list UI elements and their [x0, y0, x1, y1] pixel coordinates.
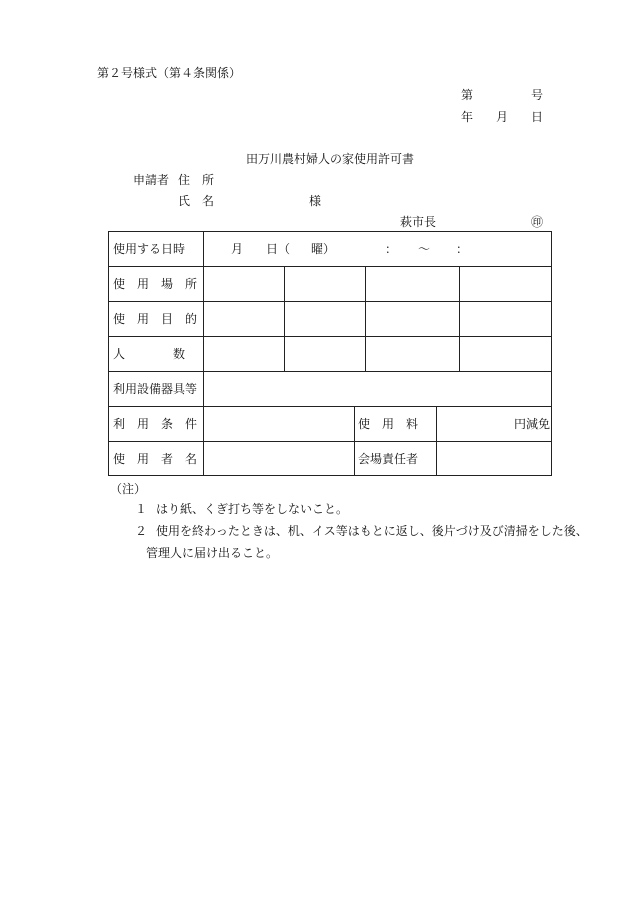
doc-number-go: 号	[531, 88, 544, 102]
issuer-name: 萩市長	[400, 215, 437, 229]
datetime-colon-end: ：	[456, 242, 469, 256]
fee-value: 円減免	[514, 417, 551, 431]
manager-label: 会場責任者	[358, 452, 419, 466]
datetime-tilde: ～	[418, 242, 431, 256]
equipment-label: 利用設備器具等	[113, 382, 198, 396]
note-1-text: はり紙、くぎ打ち等をしないこと。	[156, 502, 349, 516]
document-title: 田万川農村婦人の家使用許可書	[246, 152, 415, 166]
notes-heading: （注）	[110, 482, 147, 496]
user-name-label: 使 用 者 名	[113, 452, 198, 466]
datetime-label: 使用する日時	[113, 242, 186, 256]
headcount-label: 人 数	[113, 347, 186, 361]
purpose-label: 使 用 目 的	[113, 312, 198, 326]
place-label: 使 用 場 所	[113, 277, 198, 291]
name-label: 氏 名	[178, 194, 215, 208]
doc-number-dai: 第	[461, 88, 474, 102]
note-2-text: 使用を終わったときは、机、イス等はもとに返し、後片づけ及び清掃をした後、	[156, 524, 588, 538]
permit-table	[108, 231, 552, 476]
note-2-number: ２	[135, 524, 148, 538]
fee-label: 使 用 料	[358, 417, 419, 431]
date-month: 月	[496, 110, 509, 124]
honorific-sama: 様	[309, 194, 322, 208]
datetime-month: 月	[231, 242, 244, 256]
address-label: 住 所	[178, 173, 215, 187]
note-1-number: １	[135, 502, 148, 516]
form-number: 第２号様式（第４条関係）	[97, 66, 242, 80]
conditions-label: 利 用 条 件	[113, 417, 198, 431]
date-day: 日	[531, 110, 544, 124]
seal-mark: ㊞	[531, 215, 544, 229]
note-2-continuation: 管理人に届け出ること。	[146, 546, 279, 560]
applicant-label: 申請者	[133, 173, 170, 187]
date-year: 年	[461, 110, 474, 124]
datetime-colon-start: ：	[385, 242, 398, 256]
datetime-day: 日（	[266, 242, 291, 256]
datetime-weekday: 曜）	[311, 242, 336, 256]
